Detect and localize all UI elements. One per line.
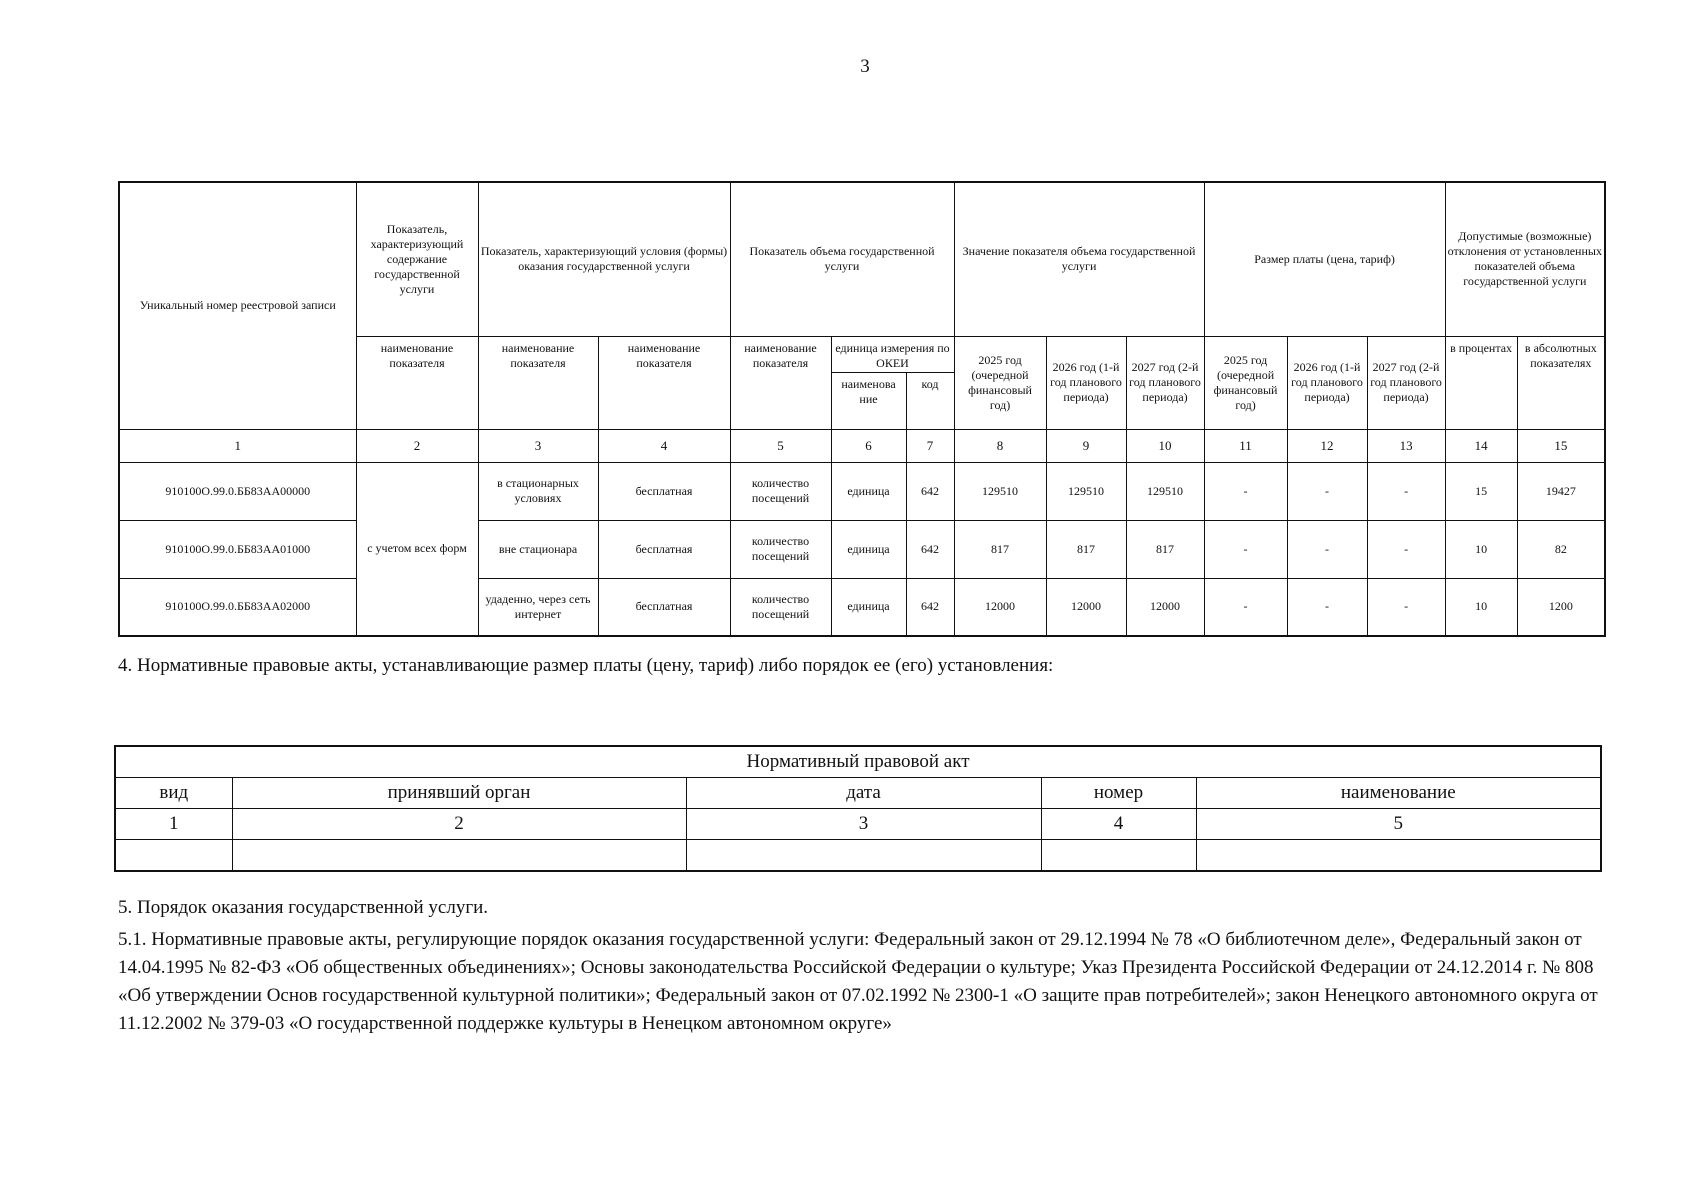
header-okei-code: код xyxy=(906,372,954,429)
volume-indicator: количество посещений xyxy=(730,578,831,636)
section-5-heading: 5. Порядок оказания государственной услуги. xyxy=(118,897,489,918)
fee-2027: - xyxy=(1367,520,1445,578)
column-date: дата xyxy=(686,778,1041,809)
column-number: номер xyxy=(1041,778,1196,809)
column-number: 4 xyxy=(598,429,730,462)
section-4-heading: 4. Нормативные правовые акты, устанавливающие размер платы (цену, тариф) либо порядок ее (его) установления: xyxy=(118,655,1054,676)
column-number: 9 xyxy=(1046,429,1126,462)
deviation-percent: 15 xyxy=(1445,462,1517,520)
fee-2027: - xyxy=(1367,578,1445,636)
column-number: 15 xyxy=(1517,429,1605,462)
unit-name: единица xyxy=(831,520,906,578)
header-fee-year-2027: 2027 год (2-й год планового периода) xyxy=(1367,336,1445,429)
fee-2027: - xyxy=(1367,462,1445,520)
value-2026: 12000 xyxy=(1046,578,1126,636)
table-row xyxy=(119,520,1605,578)
deviation-absolute: 19427 xyxy=(1517,462,1605,520)
header-volume-value: Значение показателя объема государственной услуги xyxy=(954,182,1204,336)
header-okei-unit: единица измерения по ОКЕИ xyxy=(831,336,954,372)
header-indicator-name: наименование показателя xyxy=(730,336,831,429)
condition: вне стационара xyxy=(478,520,598,578)
table-row xyxy=(119,578,1605,636)
fee-2026: - xyxy=(1287,578,1367,636)
header-conditions-indicator: Показатель, характеризующий условия (формы) оказания государственной услуги xyxy=(478,182,730,336)
empty-cell xyxy=(1041,840,1196,872)
column-number: 14 xyxy=(1445,429,1517,462)
column-number: 12 xyxy=(1287,429,1367,462)
empty-cell xyxy=(115,840,232,872)
column-number: 2 xyxy=(356,429,478,462)
unit-code: 642 xyxy=(906,578,954,636)
column-number: 6 xyxy=(831,429,906,462)
column-issuing-body: принявший орган xyxy=(232,778,686,809)
unit-name: единица xyxy=(831,578,906,636)
header-fee: Размер платы (цена, тариф) xyxy=(1204,182,1445,336)
column-number: 11 xyxy=(1204,429,1287,462)
header-absolute: в абсолютных показателях xyxy=(1517,336,1605,429)
page-number: 3 xyxy=(860,56,870,77)
value-2025: 817 xyxy=(954,520,1046,578)
fee-2026: - xyxy=(1287,462,1367,520)
normative-act-table xyxy=(114,745,1602,872)
empty-cell xyxy=(232,840,686,872)
normative-act-title: Нормативный правовой акт xyxy=(115,746,1601,778)
unit-code: 642 xyxy=(906,520,954,578)
value-2025: 129510 xyxy=(954,462,1046,520)
column-number: 1 xyxy=(119,429,356,462)
content-value: с учетом всех форм xyxy=(356,462,478,636)
header-year-2025: 2025 год (очередной финансовый год) xyxy=(954,336,1046,429)
header-year-2027: 2027 год (2-й год планового периода) xyxy=(1126,336,1204,429)
header-fee-year-2026: 2026 год (1-й год планового периода) xyxy=(1287,336,1367,429)
fee-2025: - xyxy=(1204,462,1287,520)
column-number: 8 xyxy=(954,429,1046,462)
registry-number: 910100О.99.0.ББ83АА00000 xyxy=(119,462,356,520)
volume-indicator: количество посещений xyxy=(730,462,831,520)
header-deviations: Допустимые (возможные) отклонения от установленных показателей объема государственной услуги xyxy=(1445,182,1605,336)
column-title: наименование xyxy=(1196,778,1601,809)
column-number: 5 xyxy=(730,429,831,462)
value-2027: 817 xyxy=(1126,520,1204,578)
value-2026: 817 xyxy=(1046,520,1126,578)
fee-2025: - xyxy=(1204,520,1287,578)
value-2026: 129510 xyxy=(1046,462,1126,520)
payment-form: бесплатная xyxy=(598,462,730,520)
payment-form: бесплатная xyxy=(598,520,730,578)
volume-indicator: количество посещений xyxy=(730,520,831,578)
deviation-percent: 10 xyxy=(1445,520,1517,578)
value-2025: 12000 xyxy=(954,578,1046,636)
registry-number: 910100О.99.0.ББ83АА02000 xyxy=(119,578,356,636)
header-indicator-name: наименование показателя xyxy=(598,336,730,429)
header-volume-indicator: Показатель объема государственной услуги xyxy=(730,182,954,336)
header-indicator-name: наименование показателя xyxy=(478,336,598,429)
header-content-indicator: Показатель, характеризующий содержание государственной услуги xyxy=(356,182,478,336)
header-percent: в процентах xyxy=(1445,336,1517,429)
service-volume-table xyxy=(118,181,1606,637)
column-number: 10 xyxy=(1126,429,1204,462)
empty-cell xyxy=(1196,840,1601,872)
header-unique-number: Уникальный номер реестровой записи xyxy=(119,182,356,429)
registry-number: 910100О.99.0.ББ83АА01000 xyxy=(119,520,356,578)
value-2027: 129510 xyxy=(1126,462,1204,520)
header-okei-name: наименова ние xyxy=(831,372,906,429)
fee-2025: - xyxy=(1204,578,1287,636)
deviation-percent: 10 xyxy=(1445,578,1517,636)
header-year-2026: 2026 год (1-й год планового периода) xyxy=(1046,336,1126,429)
payment-form: бесплатная xyxy=(598,578,730,636)
value-2027: 12000 xyxy=(1126,578,1204,636)
column-index: 5 xyxy=(1196,809,1601,840)
condition: в стационарных условиях xyxy=(478,462,598,520)
fee-2026: - xyxy=(1287,520,1367,578)
unit-name: единица xyxy=(831,462,906,520)
column-index: 4 xyxy=(1041,809,1196,840)
column-index: 3 xyxy=(686,809,1041,840)
column-number: 13 xyxy=(1367,429,1445,462)
deviation-absolute: 1200 xyxy=(1517,578,1605,636)
column-number: 3 xyxy=(478,429,598,462)
deviation-absolute: 82 xyxy=(1517,520,1605,578)
column-number: 7 xyxy=(906,429,954,462)
empty-cell xyxy=(686,840,1041,872)
condition: удаденно, через сеть интернет xyxy=(478,578,598,636)
column-index: 2 xyxy=(232,809,686,840)
header-fee-year-2025: 2025 год (очередной финансовый год) xyxy=(1204,336,1287,429)
column-type: вид xyxy=(115,778,232,809)
table-row xyxy=(119,462,1605,520)
section-5-1-paragraph: 5.1. Нормативные правовые акты, регулирующие порядок оказания государственной услуги: Федеральный закон от 29.12.1994 № 78 «О библиотечном деле», Федеральный закон от 14.04.1995 № 82-ФЗ «Об общественных объединениях»; Основы законодательства Российской Федерации о культуре; Указ Президента Российской Федерации от 24.12.2014 г. № 808 «Об утверждении Основ государственной культурной политики»; Федеральный закон от 07.02.1992 № 2300-1 «О защите прав потребителей»; закон Ненецкого автономного округа от 11.12.2002 № 379-03 «О государственной поддержке культуры в Ненецком автономном округе» xyxy=(118,929,1598,1034)
header-indicator-name: наименование показателя xyxy=(356,336,478,429)
column-index: 1 xyxy=(115,809,232,840)
unit-code: 642 xyxy=(906,462,954,520)
table-row xyxy=(115,840,1601,872)
